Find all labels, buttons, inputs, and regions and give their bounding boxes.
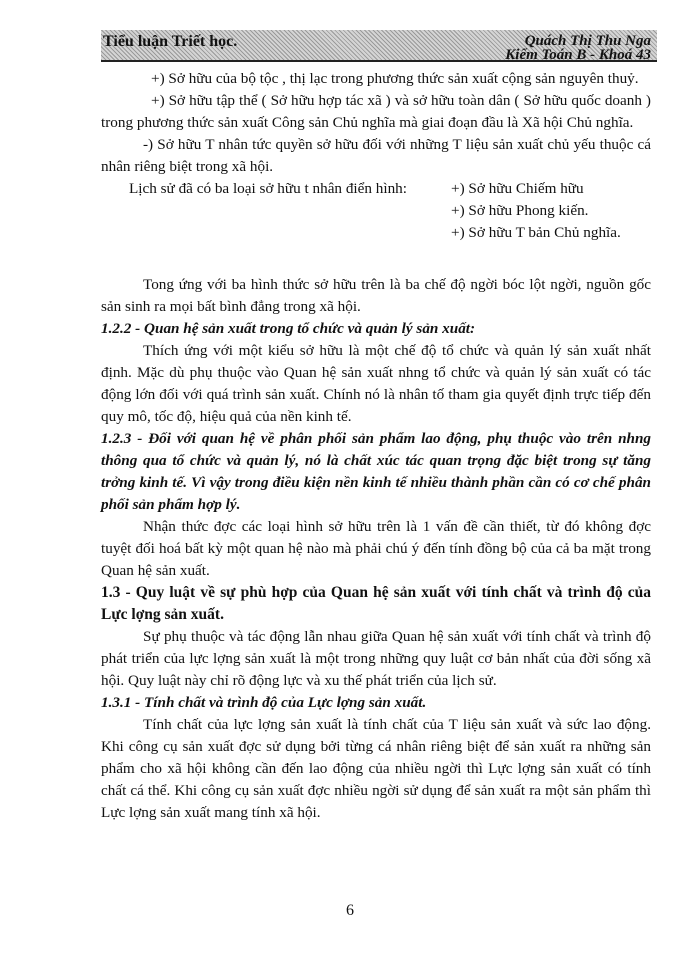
page-number: 6 [346,902,354,919]
page-header [101,30,657,62]
ownership-type-2: +) Sở hữu Phong kiến. [451,202,589,219]
paragraph-tribal-ownership: +) Sở hữu của bộ tộc , thị lạc trong phương thức sản xuất cộng sản nguyên thuỷ. [151,70,639,87]
paragraph-productive-forces: Tính chất của lực lợng sản xuất là tính chất của T liệu sản xuất và sức lao động. Khi công cụ sản xuất đợc sử dụng bởi từng cá nhân riêng biệt để sản xuất ra những sản phẩm cho xã hội không cần đến lao động của nhiều ngời thì Lực lợng sản xuất có tính chất cá thể. Khi công cụ sản xuất đợc nhiều ngời sử dụng để sản xuất ra một sản phẩm thì Lực lợng sản xuất mang tính xã hội. [101,716,651,821]
header-author: Quách Thị Thu Nga [524,33,651,49]
paragraph-three-regimes: Tong ứng với ba hình thức sở hữu trên là ba chế độ ngời bóc lột ngời, nguồn gốc sản sinh ra mọi bất bình đẳng trong xã hội. [101,276,651,315]
ownership-types-row [129,178,651,200]
ownership-type-3: +) Sở hữu T bản Chủ nghĩa. [451,224,621,241]
paragraph-private-ownership: -) Sở hữu T nhân tức quyền sở hữu đối với những T liệu sản xuất chủ yếu thuộc cá nhân riêng biệt trong xã hội. [101,136,651,175]
header-class: Kiểm Toán B - Khoá 43 [505,47,651,63]
ownership-type-1: +) Sở hữu Chiếm hữu [451,180,584,197]
page-content [101,68,651,824]
paragraph-awareness: Nhận thức đợc các loại hình sở hữu trên là 1 vấn đề cần thiết, từ đó không đợc tuyệt đối hoá bất kỳ một quan hệ nào mà phải chú ý đến tính đồng bộ của cả ba mặt trong Quan hệ sản xuất. [101,518,651,579]
heading-1-3-1: 1.3.1 - Tính chất và trình độ của Lực lợng sản xuất. [101,694,427,711]
paragraph-collective-ownership: +) Sở hữu tập thể ( Sở hữu hợp tác xã ) và sở hữu toàn dân ( Sở hữu quốc doanh ) trong phương thức sản xuất Công sản Chủ nghĩa mà giai đoạn đầu là Xã hội Chủ nghĩa. [101,92,651,131]
heading-1-3: 1.3 - Quy luật về sự phù hợp của Quan hệ sản xuất với tính chất và trình độ của Lực lợng sản xuất. [101,584,651,623]
heading-1-2-3: 1.2.3 - Đối với quan hệ về phân phối sản phẩm lao động, phụ thuộc vào trên nhng thông qua tổ chức và quản lý, nó là chất xúc tác quan trọng đặc biệt trong sự tăng trởng kinh tế. Vì vậy trong điều kiện nền kinh tế nhiều thành phần cần có cơ chế phân phối sản phẩm hợp lý. [101,430,651,513]
ownership-intro: Lịch sử đã có ba loại sở hữu t nhân điển hình: [129,180,407,197]
heading-1-2-2: 1.2.2 - Quan hệ sản xuất trong tổ chức và quản lý sản xuất: [101,320,476,337]
paragraph-dependency: Sự phụ thuộc và tác động lẫn nhau giữa Quan hệ sản xuất với tính chất và trình độ phát triển của lực lợng sản xuất là một trong những quy luật cơ bản nhất của đời sống xã hội. Quy luật này chỉ rõ động lực và xu thế phát triển của lịch sử. [101,628,651,689]
paragraph-organization-management: Thích ứng với một kiểu sở hữu là một chế độ tổ chức và quản lý sản xuất nhất định. Mặc dù phụ thuộc vào Quan hệ sản xuất nhng tổ chức và quản lý sản xuất có tác động lớn đối với quá trình sản xuất. Chính nó là nhân tố tham gia quyết định trực tiếp đến quy mô, tốc độ, hiệu quả của nền kinh tế. [101,342,651,425]
header-title: Tiểu luận Triết học. [103,33,238,50]
